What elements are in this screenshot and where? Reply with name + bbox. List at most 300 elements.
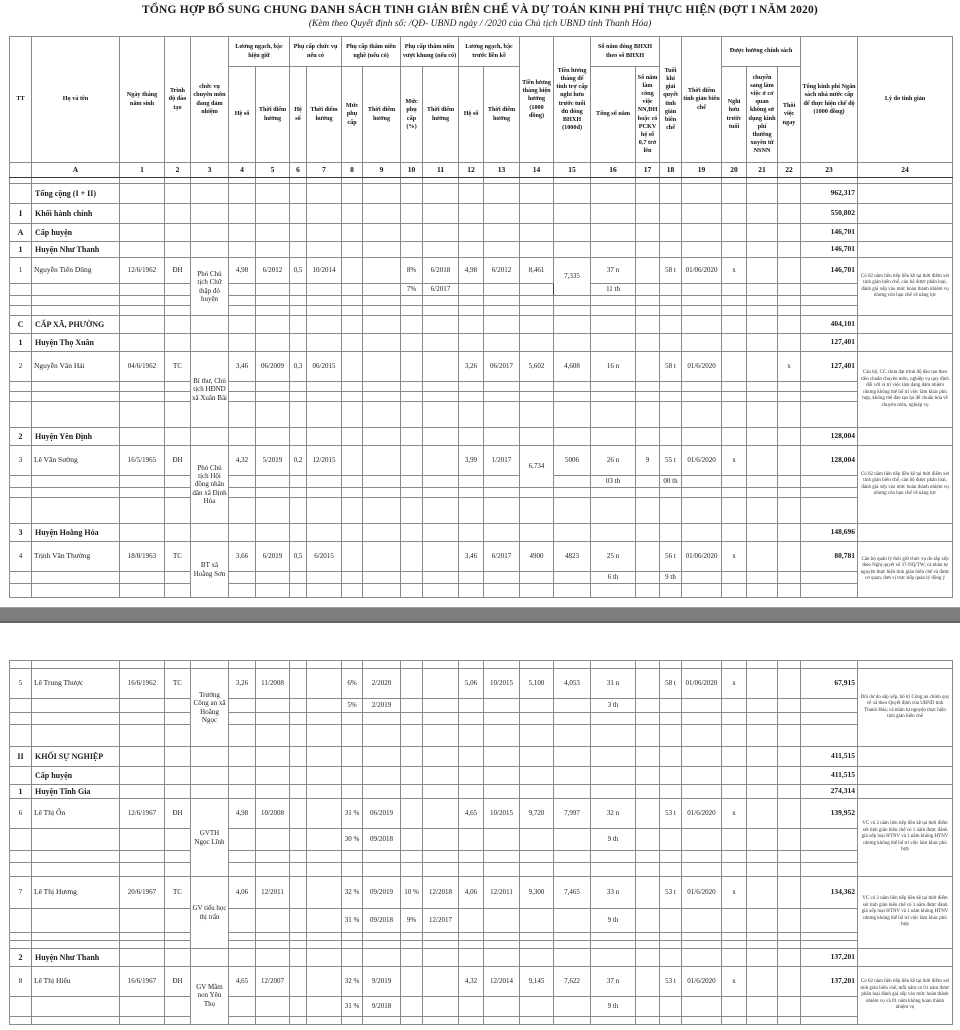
cell (165, 785, 191, 799)
cell: 411,515 (801, 767, 858, 785)
cell (747, 661, 778, 669)
cell (520, 747, 554, 767)
cell (307, 863, 342, 877)
cell: 53 t (660, 877, 682, 909)
cell (307, 661, 342, 669)
cell: 58 t (660, 669, 682, 699)
cell (307, 669, 342, 699)
cell: 8% (401, 258, 423, 284)
cell (290, 829, 307, 851)
cell (191, 949, 229, 967)
cell (32, 296, 120, 306)
cell (778, 446, 801, 476)
cell: Lê Văn Sường (32, 446, 120, 476)
cell (520, 661, 554, 669)
cell (520, 851, 554, 863)
cell (229, 382, 256, 392)
cell (165, 488, 191, 498)
cell (636, 669, 660, 699)
cell (778, 204, 801, 224)
cell (778, 242, 801, 258)
header-cell: 17 (636, 163, 660, 178)
cell (591, 488, 636, 498)
cell (778, 334, 801, 352)
cell (229, 661, 256, 669)
cell (636, 542, 660, 572)
cell (290, 488, 307, 498)
cell: 32 % (342, 877, 363, 909)
cell (256, 334, 290, 352)
cell (256, 829, 290, 851)
cell (423, 829, 459, 851)
cell (363, 933, 401, 941)
cell (554, 428, 591, 446)
cell (591, 933, 636, 941)
cell (801, 296, 858, 306)
cell (229, 747, 256, 767)
cell (722, 382, 747, 392)
cell: 4,32 (229, 446, 256, 476)
cell (747, 498, 778, 524)
cell (363, 334, 401, 352)
cell (423, 584, 459, 598)
cell (229, 242, 256, 258)
cell (660, 584, 682, 598)
cell (801, 402, 858, 428)
cell (591, 725, 636, 747)
cell (554, 476, 591, 488)
cell (484, 699, 520, 713)
cell (554, 997, 591, 1017)
cell (423, 851, 459, 863)
cell (401, 767, 423, 785)
cell: 01/6/2020 (682, 877, 722, 909)
cell: 6/2018 (423, 258, 459, 284)
cell (660, 316, 682, 334)
cell (778, 747, 801, 767)
cell (747, 334, 778, 352)
cell (591, 334, 636, 352)
cell (778, 296, 801, 306)
cell (520, 428, 554, 446)
header-cell: Phụ cấp thâm niên vượt khung (nếu có) (401, 37, 459, 67)
cell: Cấp huyện (32, 224, 120, 242)
page-title: TỔNG HỢP BỔ SUNG CHUNG DANH SÁCH TINH GIẢN BIÊN CHẾ VÀ DỰ TOÁN KINH PHÍ THỰC HIỆN (ĐỢT I NĂM 2020) (142, 4, 818, 16)
cell (290, 306, 307, 316)
cell (32, 941, 120, 949)
cell (484, 747, 520, 767)
cell (554, 498, 591, 524)
header-cell: Tiền lương tháng hiện hưởng (1000 đồng) (520, 37, 554, 163)
cell (682, 767, 722, 785)
cell (636, 296, 660, 306)
cell (778, 669, 801, 699)
cell (660, 184, 682, 204)
cell (778, 284, 801, 296)
cell (10, 933, 32, 941)
cell (636, 572, 660, 584)
cell (660, 242, 682, 258)
cell (256, 909, 290, 933)
cell (484, 661, 520, 669)
cell (363, 476, 401, 488)
cell: 4,053 (554, 669, 591, 699)
cell (363, 488, 401, 498)
cell (290, 402, 307, 428)
cell: TC (165, 542, 191, 572)
cell (423, 224, 459, 242)
cell (120, 661, 165, 669)
cell (747, 542, 778, 572)
cell (858, 949, 953, 967)
cell (290, 941, 307, 949)
cell (307, 747, 342, 767)
cell (32, 725, 120, 747)
cell: 9/2019 (363, 967, 401, 997)
cell (290, 669, 307, 699)
cell (747, 242, 778, 258)
cell (256, 941, 290, 949)
cell (290, 997, 307, 1017)
tinh-gian-bien-che-table-page2 (9, 660, 953, 1025)
cell (10, 713, 32, 725)
header-cell: Tổng số năm (591, 67, 636, 163)
cell (682, 402, 722, 428)
cell (229, 428, 256, 446)
cell: 9 th (660, 572, 682, 584)
cell (747, 476, 778, 488)
cell (484, 949, 520, 967)
cell (342, 296, 363, 306)
cell: 1/2017 (484, 446, 520, 476)
cell (307, 224, 342, 242)
cell (747, 829, 778, 851)
cell (747, 402, 778, 428)
cell (459, 334, 484, 352)
cell (363, 863, 401, 877)
cell (229, 997, 256, 1017)
cell (120, 725, 165, 747)
cell (191, 661, 229, 669)
cell (363, 1017, 401, 1025)
cell (423, 967, 459, 997)
cell (554, 572, 591, 584)
cell (307, 1017, 342, 1025)
cell: 9,145 (520, 967, 554, 997)
cell (747, 713, 778, 725)
cell (682, 498, 722, 524)
cell (636, 933, 660, 941)
cell (520, 204, 554, 224)
header-cell: Phụ cấp thâm niên nghề (nếu có) (342, 37, 401, 67)
cell (636, 713, 660, 725)
cell: 146,701 (801, 242, 858, 258)
cell: Trịnh Văn Thường (32, 542, 120, 572)
cell (722, 747, 747, 767)
cell (307, 572, 342, 584)
cell (290, 296, 307, 306)
cell (290, 863, 307, 877)
cell (722, 767, 747, 785)
cell (256, 476, 290, 488)
cell (636, 863, 660, 877)
cell (307, 767, 342, 785)
cell (660, 713, 682, 725)
cell (342, 352, 363, 382)
cell (660, 428, 682, 446)
cell (32, 909, 120, 933)
cell (290, 392, 307, 402)
cell: TC (165, 669, 191, 699)
cell (401, 242, 423, 258)
header-cell: Nghỉ hưu trước tuổi (722, 67, 747, 163)
cell (423, 316, 459, 334)
cell (307, 382, 342, 392)
cell (290, 785, 307, 799)
cell: 0,3 (290, 352, 307, 382)
cell: x (722, 799, 747, 829)
cell (591, 747, 636, 767)
cell (307, 799, 342, 829)
cell (520, 284, 554, 296)
cell: 4,98 (229, 258, 256, 284)
cell (554, 661, 591, 669)
cell (459, 306, 484, 316)
cell: 3,26 (229, 669, 256, 699)
cell (554, 524, 591, 542)
cell (660, 933, 682, 941)
cell (165, 572, 191, 584)
cell (256, 713, 290, 725)
cell (722, 572, 747, 584)
cell: 274,314 (801, 785, 858, 799)
cell (423, 799, 459, 829)
cell (660, 949, 682, 967)
cell (307, 242, 342, 258)
cell (747, 306, 778, 316)
cell (801, 284, 858, 296)
cell (722, 316, 747, 334)
cell (342, 334, 363, 352)
cell: 11/2008 (256, 669, 290, 699)
cell (32, 584, 120, 598)
cell (191, 316, 229, 334)
cell (229, 949, 256, 967)
cell (722, 909, 747, 933)
cell (165, 997, 191, 1017)
cell (682, 949, 722, 967)
cell: 127,401 (801, 352, 858, 382)
header-cell: Số năm làm công việc NN,ĐH hoặc có PCKV hệ số 0,7 trở lên (636, 67, 660, 163)
cell: 10 % (401, 877, 423, 909)
header-cell: Thời điểm hưởng (256, 67, 290, 163)
cell (660, 204, 682, 224)
cell (10, 382, 32, 392)
cell (401, 224, 423, 242)
cell (520, 909, 554, 933)
cell (423, 1017, 459, 1025)
cell (401, 524, 423, 542)
reason-cell: Cán bộ, CC chưa đạt trình độ đào tạo theo tiêu chuẩn chuyên môn, nghiệp vụ quy định đối với vị trí việc làm đang đảm nhiệm nhưng không thể bố trí việc làm khác phù hợp, không thể đào tạo lại để chuẩn hóa về chuyên môn, nghiệp vụ (858, 352, 953, 428)
cell (778, 572, 801, 584)
cell (636, 284, 660, 296)
cell (307, 933, 342, 941)
cell (778, 713, 801, 725)
cell (32, 476, 120, 488)
cell: x (722, 967, 747, 997)
cell (747, 572, 778, 584)
cell: 3 th (591, 699, 636, 713)
cell: 01/6/2020 (682, 967, 722, 997)
cell (682, 863, 722, 877)
cell: 4,98 (459, 258, 484, 284)
cell (747, 258, 778, 284)
cell (165, 242, 191, 258)
cell (290, 572, 307, 584)
cell (520, 498, 554, 524)
cell: 16/5/1965 (120, 446, 165, 476)
cell (423, 661, 459, 669)
cell (401, 699, 423, 713)
cell: 7,335 (554, 258, 591, 296)
cell (401, 949, 423, 967)
cell (401, 446, 423, 476)
cell (342, 316, 363, 334)
cell (636, 524, 660, 542)
header-cell: Trình độ đào tạo (165, 37, 191, 163)
cell (256, 392, 290, 402)
cell (554, 863, 591, 877)
cell (459, 699, 484, 713)
cell: 137,201 (801, 949, 858, 967)
cell (636, 382, 660, 392)
cell: 31 n (591, 669, 636, 699)
cell: 12/2018 (423, 877, 459, 909)
cell (342, 184, 363, 204)
cell (801, 392, 858, 402)
cell (401, 488, 423, 498)
cell (747, 428, 778, 446)
cell (120, 699, 165, 713)
cell (747, 184, 778, 204)
cell (778, 224, 801, 242)
cell (32, 933, 120, 941)
table-page-1-wrapper (9, 36, 953, 598)
cell (229, 306, 256, 316)
cell (722, 933, 747, 941)
cell (256, 316, 290, 334)
cell (307, 306, 342, 316)
cell (778, 767, 801, 785)
cell (636, 747, 660, 767)
cell (682, 306, 722, 316)
cell (423, 428, 459, 446)
cell: 5/2019 (256, 446, 290, 476)
cell (229, 498, 256, 524)
cell: 31 % (342, 909, 363, 933)
cell: 146,701 (801, 224, 858, 242)
cell (32, 863, 120, 877)
cell (778, 967, 801, 997)
cell (636, 498, 660, 524)
cell (32, 284, 120, 296)
cell (10, 572, 32, 584)
cell (722, 242, 747, 258)
cell (778, 498, 801, 524)
cell (165, 382, 191, 392)
cell (363, 382, 401, 392)
cell (722, 785, 747, 799)
cell (307, 392, 342, 402)
cell (682, 851, 722, 863)
cell (459, 785, 484, 799)
cell: Trưởng Công an xã Hoằng Ngọc (191, 669, 229, 747)
cell (554, 204, 591, 224)
cell (401, 725, 423, 747)
cell (165, 306, 191, 316)
cell (520, 224, 554, 242)
reason-cell: Dôi dư do sắp xếp, bố trí Công an chính quy về xã theo Quyết định của UBND tỉnh Thanh Hóa; cá nhân tự nguyện thực hiện tinh giản biên chế (858, 669, 953, 747)
cell (747, 224, 778, 242)
cell (858, 524, 953, 542)
cell: 12/2014 (484, 967, 520, 997)
cell (120, 785, 165, 799)
header-cell: Hệ số (229, 67, 256, 163)
cell (120, 382, 165, 392)
cell (307, 829, 342, 851)
cell: Lê Thị Hiểu (32, 967, 120, 997)
cell (363, 498, 401, 524)
header-cell: 4 (229, 163, 256, 178)
cell (423, 997, 459, 1017)
header-cell: 10 (401, 163, 423, 178)
cell (778, 306, 801, 316)
header-cell: Thôi việc ngay (778, 67, 801, 163)
cell (363, 352, 401, 382)
cell (423, 352, 459, 382)
cell (484, 306, 520, 316)
cell (747, 941, 778, 949)
cell (256, 933, 290, 941)
cell (722, 949, 747, 967)
cell (636, 699, 660, 713)
cell (459, 184, 484, 204)
cell: 3 (10, 446, 32, 476)
cell (423, 306, 459, 316)
cell (722, 829, 747, 851)
cell (191, 184, 229, 204)
cell (229, 767, 256, 785)
cell (307, 699, 342, 713)
cell (520, 713, 554, 725)
cell (32, 498, 120, 524)
cell (554, 949, 591, 967)
cell (682, 242, 722, 258)
cell: 9 th (591, 997, 636, 1017)
cell (256, 851, 290, 863)
cell (342, 1017, 363, 1025)
cell (484, 334, 520, 352)
header-cell: 20 (722, 163, 747, 178)
header-cell: chức vụ chuyên môn đang đảm nhiệm (191, 37, 229, 163)
cell (120, 949, 165, 967)
cell (401, 428, 423, 446)
cell (682, 488, 722, 498)
cell (423, 949, 459, 967)
header-cell: Thời điểm tinh giản biên chế (682, 37, 722, 163)
cell (363, 661, 401, 669)
cell (423, 488, 459, 498)
